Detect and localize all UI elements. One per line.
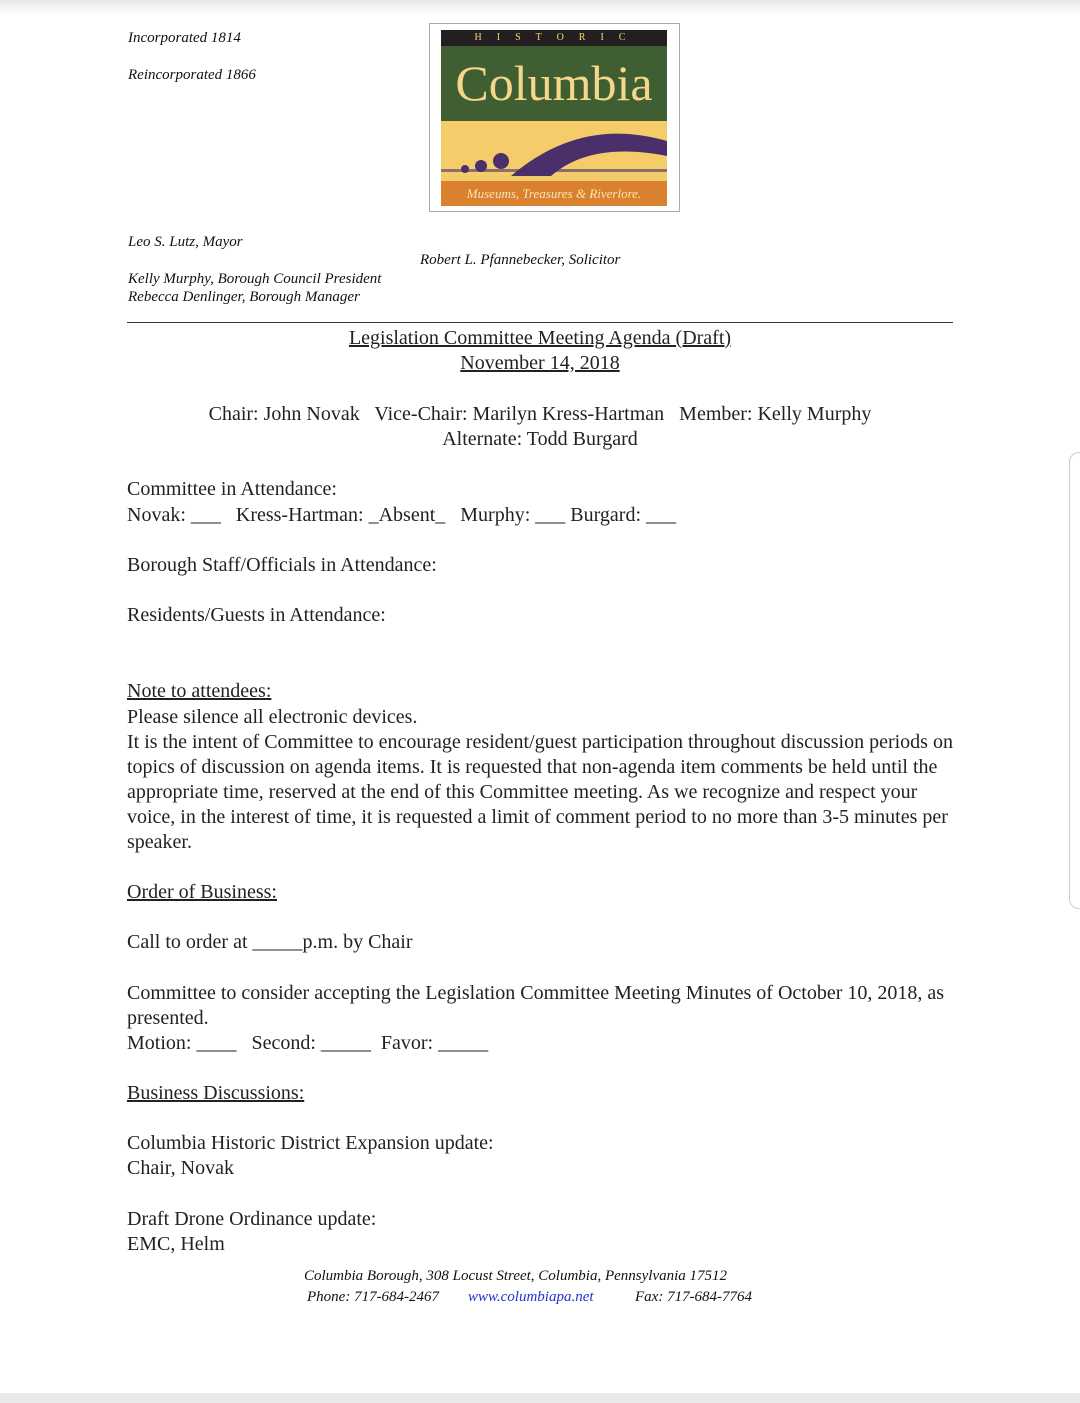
historic-columbia-logo: HISTORIC Columbia Museums, Treasures & Riverlore. <box>429 23 680 212</box>
note-heading: Note to attendees: <box>127 680 272 702</box>
reincorporated: Reincorporated 1866 <box>128 67 256 83</box>
committee-members: Chair: John Novak Vice-Chair: Marilyn Kress-Hartman Member: Kelly Murphy <box>208 403 872 425</box>
staff-attendance: Borough Staff/Officials in Attendance: <box>127 554 437 576</box>
business-heading: Business Discussions: <box>127 1082 305 1104</box>
call-to-order: Call to order at _____p.m. by Chair <box>127 931 413 953</box>
note-body <box>127 705 957 855</box>
footer-phone: Phone: 717-684-2467 <box>307 1289 440 1305</box>
business-item-1-presenter: Chair, Novak <box>127 1157 234 1179</box>
residents-attendance: Residents/Guests in Attendance: <box>127 604 386 626</box>
footer-website-link[interactable]: www.columbiapa.net <box>468 1289 594 1305</box>
solicitor: Robert L. Pfannebecker, Solicitor <box>420 252 621 268</box>
bridge-illustration <box>441 121 667 181</box>
attendance-line: Novak: ___ Kress-Hartman: _Absent_ Murphy: ___ Burgard: ___ <box>127 504 677 526</box>
business-item-1: Columbia Historic District Expansion update: <box>127 1132 494 1154</box>
order-heading: Order of Business: <box>127 881 277 903</box>
alternate-member: Alternate: Todd Burgard <box>442 428 638 450</box>
note-paragraph: It is the intent of Committee to encourage resident/guest participation throughout discussion periods on topics of discussion on agenda items. It is requested that non-agenda item comments be held until the appropriate time, reserved at the end of this Committee meeting. As we recognize and respect your voice, in the interest of time, it is requested a limit of comment period to no more than 3-5 minutes per speaker. <box>127 731 953 853</box>
scrollbar[interactable] <box>1069 452 1080 909</box>
note-line: Please silence all electronic devices. <box>127 706 418 728</box>
attendance-label: Committee in Attendance: <box>127 478 337 500</box>
business-item-2-presenter: EMC, Helm <box>127 1233 225 1255</box>
incorporated: Incorporated 1814 <box>128 30 241 46</box>
council-president: Kelly Murphy, Borough Council President <box>128 271 382 287</box>
motion-line: Motion: ____ Second: _____ Favor: _____ <box>127 1032 489 1054</box>
divider <box>127 322 953 323</box>
business-item-2: Draft Drone Ordinance update: <box>127 1208 377 1230</box>
document-title: Legislation Committee Meeting Agenda (Draft) <box>348 327 732 349</box>
mayor: Leo S. Lutz, Mayor <box>128 234 243 250</box>
bottom-bar <box>0 1393 1080 1403</box>
borough-manager: Rebecca Denlinger, Borough Manager <box>128 289 360 305</box>
footer-address: Columbia Borough, 308 Locust Street, Columbia, Pennsylvania 17512 <box>304 1268 728 1284</box>
footer-fax: Fax: 717-684-7764 <box>635 1289 753 1305</box>
top-shadow <box>0 0 1080 14</box>
meeting-date: November 14, 2018 <box>460 352 620 374</box>
minutes-item: Committee to consider accepting the Legislation Committee Meeting Minutes of October 10, 2018, as presented. <box>127 982 945 1029</box>
